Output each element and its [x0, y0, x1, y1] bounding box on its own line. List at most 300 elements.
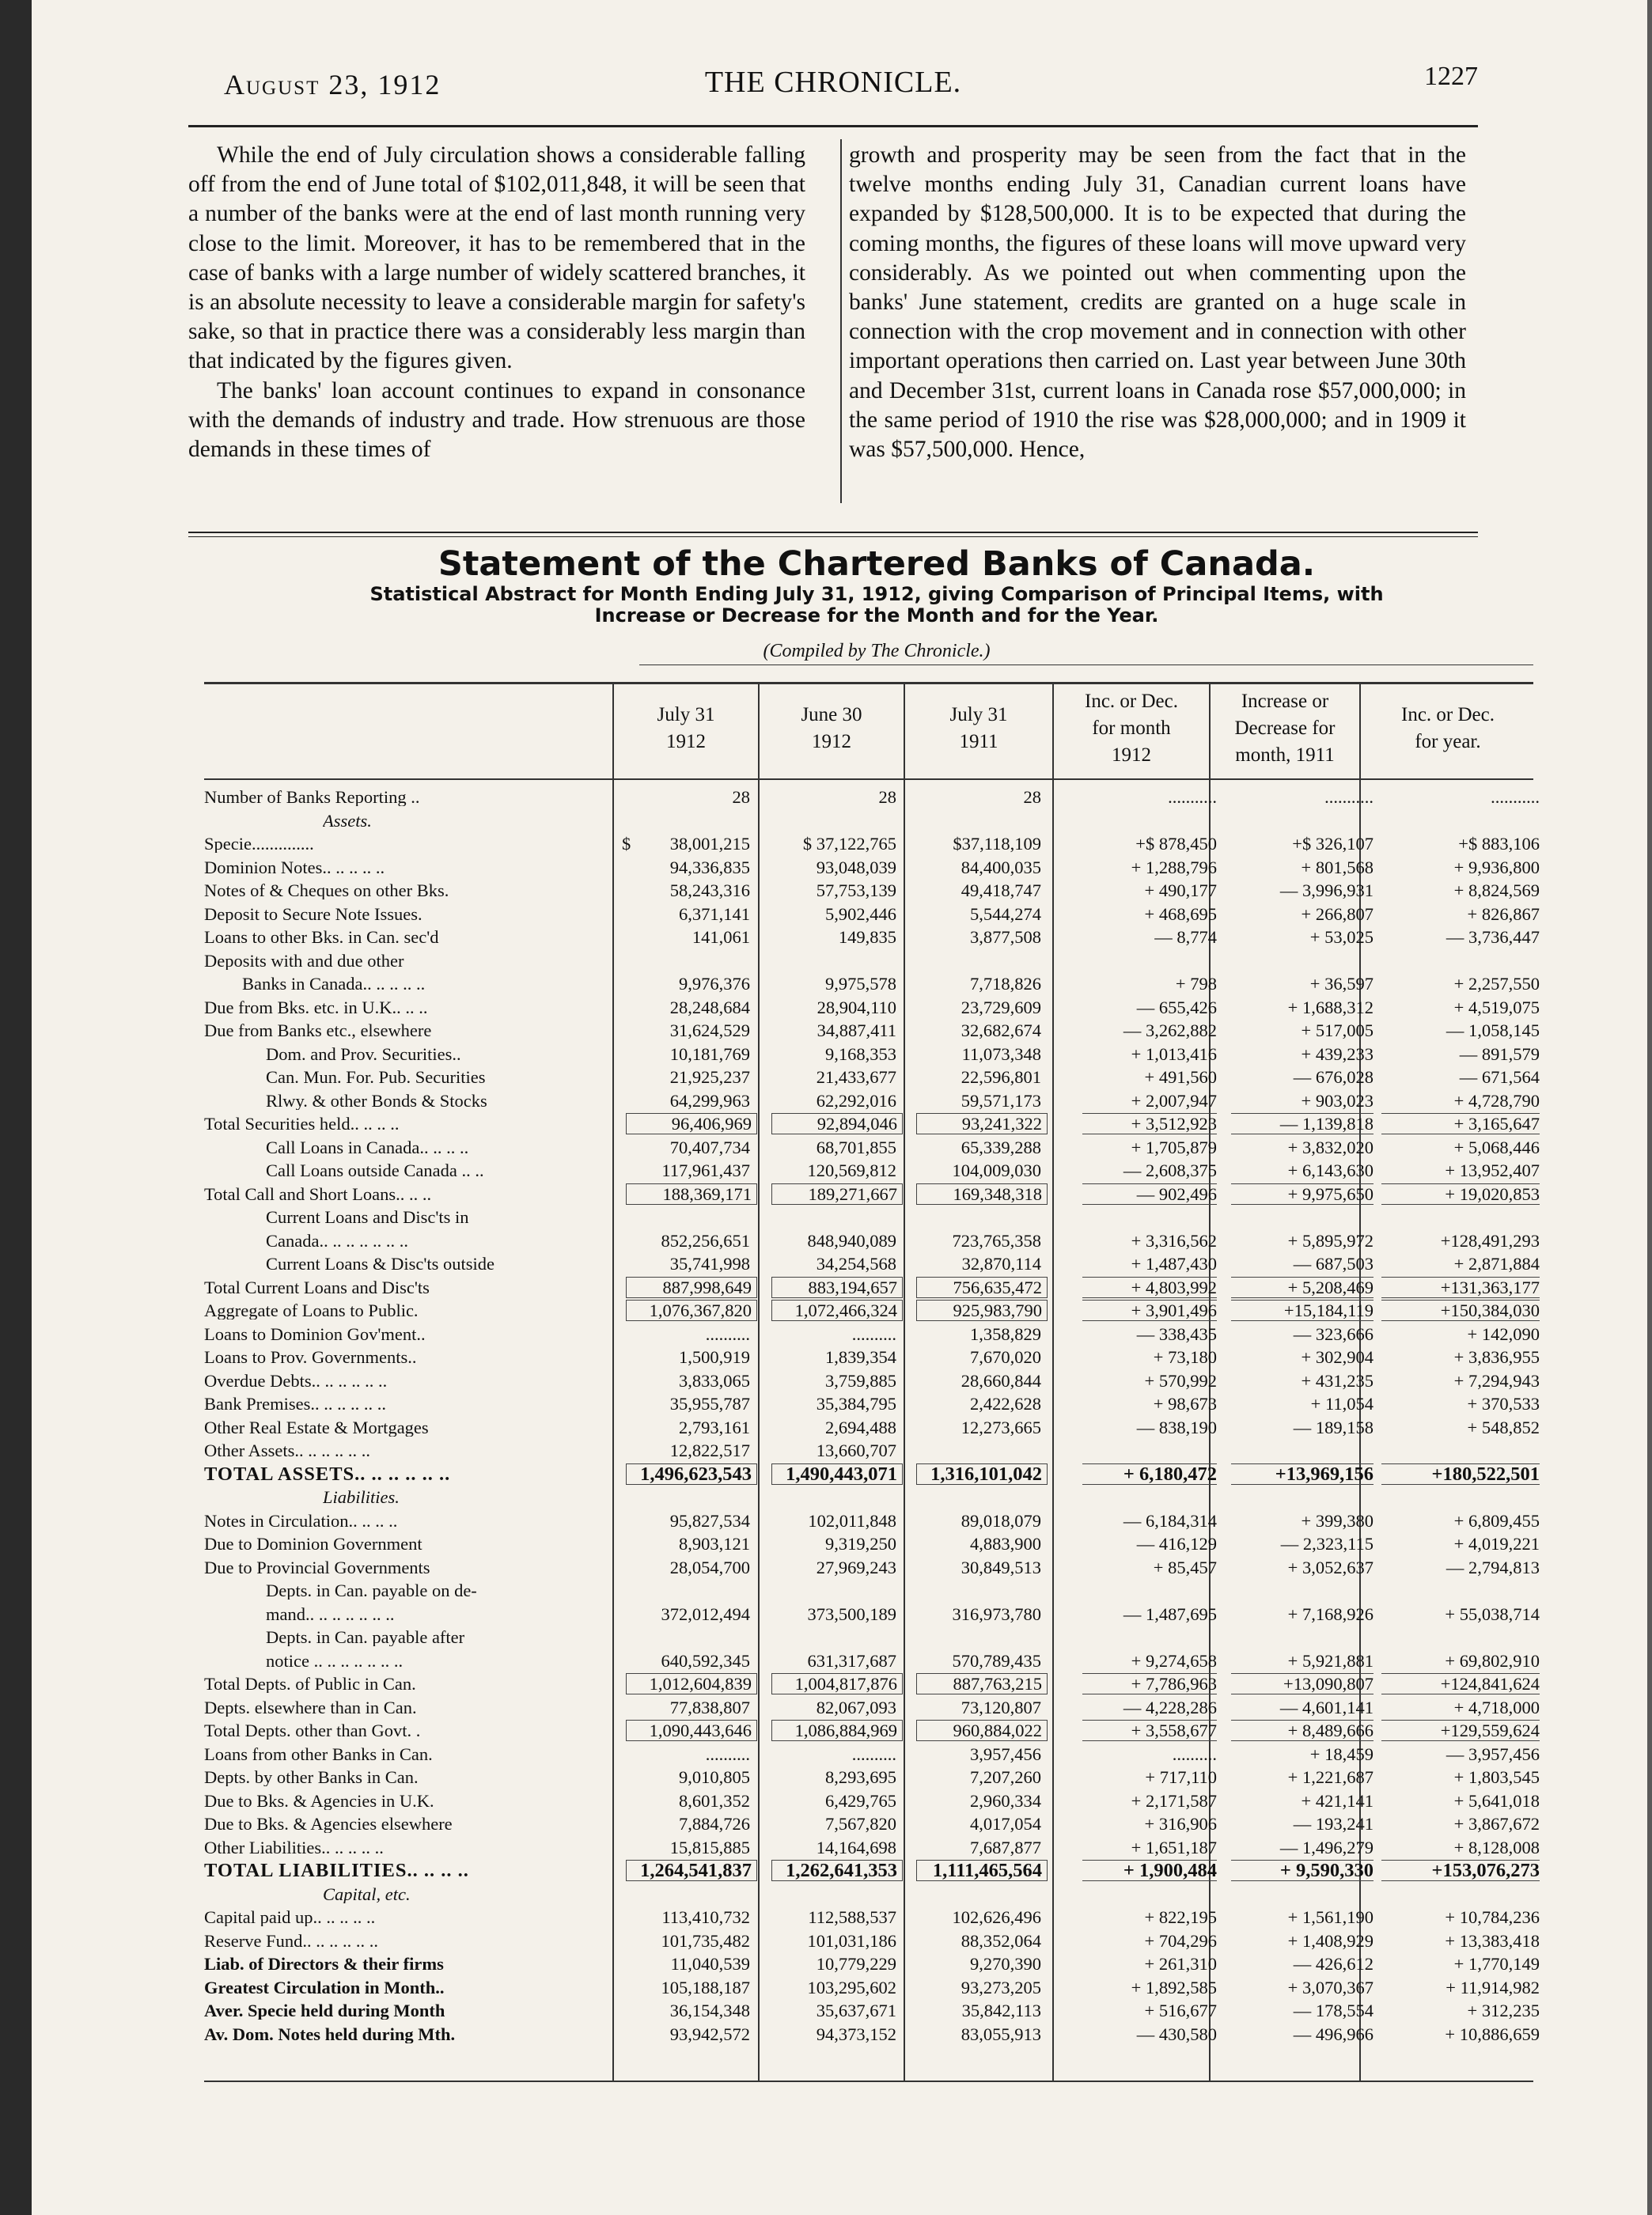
table-row [38, 1535, 1644, 1553]
table-row [38, 1815, 1644, 1833]
cell-value: — 2,794,813 [1446, 1558, 1540, 1577]
row-label: Aggregate of Loans to Public. [204, 1301, 419, 1320]
cell-value: + 1,487,430 [1131, 1254, 1217, 1274]
table-row [38, 1675, 1644, 1693]
cell-value: + 4,803,992 [1082, 1277, 1217, 1298]
cell-value: + 1,688,312 [1287, 998, 1374, 1017]
cell-value: 2,793,161 [679, 1418, 750, 1437]
cell-value: 27,969,243 [816, 1558, 896, 1577]
row-label: Dominion Notes.. .. .. .. .. [204, 858, 385, 877]
cell-value: 11,040,539 [670, 1954, 750, 1974]
table-row [38, 1278, 1644, 1297]
cell-value: 35,384,795 [816, 1394, 896, 1414]
cell-value: 4,883,900 [970, 1534, 1041, 1554]
cell-value: — 2,608,375 [1123, 1161, 1217, 1180]
cell-value: + 3,316,562 [1131, 1231, 1217, 1251]
cell-value: 848,940,089 [807, 1231, 896, 1251]
cell-value: 32,870,114 [961, 1254, 1041, 1274]
cell-value: 1,004,817,876 [771, 1673, 903, 1694]
row-label: Other Assets.. .. .. .. .. .. [204, 1441, 370, 1460]
cell-value: + 4,519,075 [1453, 998, 1540, 1017]
table-row [38, 1721, 1644, 1740]
cell-value: + 801,568 [1301, 858, 1374, 877]
cell-value: 7,884,726 [679, 1814, 750, 1834]
cell-value: 70,407,734 [669, 1138, 750, 1157]
cell-value: 3,877,508 [970, 927, 1041, 947]
cell-value: — 3,957,456 [1446, 1744, 1540, 1764]
table-row [38, 1512, 1644, 1530]
cell-value: — 6,184,314 [1123, 1511, 1217, 1531]
cell-value: + 7,294,943 [1453, 1371, 1540, 1391]
cell-value: — 416,129 [1136, 1534, 1217, 1554]
cell-value: 1,490,443,071 [771, 1463, 903, 1485]
cell-value: 7,567,820 [825, 1814, 896, 1834]
cell-value: 22,596,801 [961, 1067, 1041, 1087]
table-row [38, 1255, 1644, 1273]
cell-value: 15,815,885 [669, 1838, 750, 1857]
cell-value: 7,670,020 [970, 1347, 1041, 1367]
column-divider [840, 139, 842, 503]
cell-value: 13,660,707 [816, 1441, 896, 1460]
cell-value: 57,753,139 [816, 880, 896, 900]
header-rule [188, 125, 1478, 127]
row-label: Capital paid up.. .. .. .. .. [204, 1908, 376, 1926]
cell-value: 93,048,039 [816, 858, 896, 877]
cell-value: + 431,235 [1301, 1371, 1374, 1391]
cell-value: 1,496,623,543 [626, 1463, 757, 1485]
cell-value: 723,765,358 [952, 1231, 1041, 1251]
cell-value: + 13,383,418 [1445, 1931, 1540, 1951]
cell-value: 101,031,186 [807, 1931, 896, 1951]
cell-value: +13,090,807 [1231, 1673, 1374, 1694]
row-label: Due to Dominion Government [204, 1535, 422, 1553]
cell-value: 31,624,529 [669, 1020, 750, 1040]
table-row [38, 1348, 1644, 1366]
row-label: Notes of & Cheques on other Bks. [204, 881, 449, 899]
row-label: Total Securities held.. .. .. .. [204, 1115, 400, 1133]
cell-value: + 548,852 [1467, 1418, 1540, 1437]
cell-value: +131,363,177 [1381, 1277, 1540, 1298]
cell-value: + 1,288,796 [1131, 858, 1217, 877]
column-header-line: 1912 [1112, 744, 1151, 766]
cell-value: + 10,784,236 [1445, 1907, 1540, 1927]
cell-value: — 3,996,931 [1279, 880, 1374, 900]
cell-value: — 1,496,279 [1279, 1838, 1374, 1857]
cell-value: 64,299,963 [669, 1091, 750, 1111]
table-row [38, 1861, 1644, 1880]
cell-value: 35,741,998 [669, 1254, 750, 1274]
cell-value: 852,256,651 [661, 1231, 750, 1251]
cell-value: 8,601,352 [679, 1791, 750, 1811]
article-column-left [188, 141, 805, 464]
cell-value: + 36,597 [1309, 974, 1374, 994]
cell-value: + 4,019,221 [1453, 1534, 1540, 1554]
cell-value: + 11,054 [1310, 1394, 1374, 1414]
table-row [38, 1768, 1644, 1786]
cell-value: 9,168,353 [825, 1044, 896, 1064]
cell-value: + 1,651,187 [1131, 1838, 1217, 1857]
statement-subtitle-line: Statistical Abstract for Month Ending July 31, 1912, giving Comparison of Principal Items, with [369, 583, 1384, 605]
cell-value: 9,270,390 [970, 1954, 1041, 1974]
row-label: Due from Bks. etc. in U.K.. .. .. [204, 998, 428, 1017]
cell-value: 1,839,354 [825, 1347, 896, 1367]
column-header-change-year [1361, 685, 1535, 772]
row-label: Av. Dom. Notes held during Mth. [204, 2025, 456, 2043]
row-label: Current Loans & Disc'ts outside [266, 1255, 495, 1273]
column-header-line: June 30 [801, 704, 862, 725]
table-row [38, 1395, 1644, 1413]
cell-value: +$ 878,450 [1135, 834, 1217, 854]
row-label: Depts. in Can. payable after [266, 1628, 465, 1646]
cell-value: + 517,005 [1301, 1020, 1374, 1040]
table-row [38, 1838, 1644, 1857]
cell-value: + 302,904 [1301, 1347, 1374, 1367]
cell-value: 9,975,578 [825, 974, 896, 994]
cell-value: + 1,803,545 [1453, 1767, 1540, 1787]
cell-value: + 312,235 [1467, 2001, 1540, 2020]
cell-value: 102,011,848 [808, 1511, 896, 1531]
cell-value: +124,841,624 [1381, 1673, 1540, 1694]
row-label: Due from Banks etc., elsewhere [204, 1021, 432, 1039]
cell-value: 82,067,093 [816, 1698, 896, 1717]
cell-value: 112,588,537 [808, 1907, 896, 1927]
column-header-june-1912 [760, 685, 904, 772]
table-row [38, 1418, 1644, 1437]
cell-value: — 193,241 [1293, 1814, 1374, 1834]
table-row [38, 1325, 1644, 1343]
cell-value: 1,086,884,969 [771, 1720, 903, 1741]
cell-value: 373,500,189 [807, 1604, 896, 1624]
cell-value: 65,339,288 [961, 1138, 1041, 1157]
cell-value: 756,635,472 [916, 1277, 1048, 1298]
cell-value: 94,373,152 [816, 2024, 896, 2044]
cell-value: + 266,807 [1301, 904, 1374, 924]
cell-value: 9,976,376 [679, 974, 750, 994]
cell-value: + 3,165,647 [1381, 1113, 1540, 1134]
cell-value: — 178,554 [1293, 2001, 1374, 2020]
cell-value: — 676,028 [1293, 1067, 1374, 1087]
column-header-line: 1911 [959, 731, 998, 752]
cell-value: .......... [1172, 1744, 1217, 1764]
cell-value: + 399,380 [1301, 1511, 1374, 1531]
row-label: Loans to Dominion Gov'ment.. [204, 1325, 426, 1343]
cell-value: — 8,774 [1154, 927, 1217, 947]
cell-value: 1,264,541,837 [626, 1860, 757, 1881]
table-row [38, 1372, 1644, 1390]
cell-value: + 2,007,947 [1131, 1091, 1217, 1111]
table-bottom-rule [204, 2081, 1533, 2082]
cell-value: + 73,180 [1153, 1347, 1217, 1367]
cell-value: 1,012,604,839 [626, 1673, 757, 1694]
cell-value: 28,054,700 [669, 1558, 750, 1577]
cell-value: 95,827,534 [669, 1511, 750, 1531]
cell-value: 3,957,456 [970, 1744, 1041, 1764]
column-header-change-month-1912 [1054, 685, 1209, 772]
cell-value: 117,961,437 [661, 1161, 750, 1180]
table-row [38, 1745, 1644, 1763]
row-label: Total Call and Short Loans.. .. .. [204, 1185, 432, 1203]
cell-value: 169,348,318 [916, 1183, 1048, 1205]
table-row [38, 1605, 1644, 1623]
cell-value: 73,120,807 [961, 1698, 1041, 1717]
row-label: notice .. .. .. .. .. .. .. [266, 1652, 404, 1670]
row-label: Loans to other Bks. in Can. sec'd [204, 928, 439, 946]
cell-value: + 516,677 [1144, 2001, 1217, 2020]
article-paragraph: While the end of July circulation shows a considerable falling off from the end of June total of $102,011,848, it will be seen that a number of the banks were at the end of last month running very close to the limit. Moreover, it has to be remembered that in the case of banks with a large number of widely scattered branches, it is an absolute necessity to leave a considerable margin for safety's sake, so that in practice there was a considerably less margin than that indicated by the figures given. [188, 142, 805, 374]
cell-value: + 1,705,879 [1131, 1138, 1217, 1157]
cell-value: 34,254,568 [816, 1254, 896, 1274]
cell-value: 1,072,466,324 [771, 1300, 903, 1321]
cell-value: 62,292,016 [816, 1091, 896, 1111]
row-label: Depts. elsewhere than in Can. [204, 1698, 417, 1717]
cell-value: 3,759,885 [825, 1371, 896, 1391]
cell-value: .......... [705, 1324, 750, 1344]
cell-value: 189,271,667 [771, 1183, 903, 1205]
cell-value: + 2,257,550 [1453, 974, 1540, 994]
row-label: Call Loans outside Canada .. .. [266, 1161, 484, 1179]
row-label: Bank Premises.. .. .. .. .. .. [204, 1395, 386, 1413]
cell-value: + 7,168,926 [1287, 1604, 1374, 1624]
table-row [38, 1021, 1644, 1039]
cell-value: — 655,426 [1136, 998, 1217, 1017]
cell-value: +$ 326,107 [1292, 834, 1374, 854]
cell-value: — 323,666 [1293, 1324, 1374, 1344]
cell-value: 631,317,687 [807, 1651, 896, 1671]
row-label: Loans from other Banks in Can. [204, 1745, 433, 1763]
table-row [38, 975, 1644, 993]
table-row [38, 928, 1644, 946]
cell-value: 28 [732, 787, 750, 807]
cell-value: — 2,323,115 [1280, 1534, 1374, 1554]
table-row [38, 788, 1644, 806]
cell-value: + 7,786,963 [1082, 1673, 1217, 1694]
cell-value: 887,763,215 [916, 1673, 1048, 1694]
table-row [38, 1908, 1644, 1926]
row-label: TOTAL ASSETS.. .. .. .. .. .. [204, 1465, 451, 1483]
cell-value: 35,955,787 [669, 1394, 750, 1414]
row-label: Due to Bks. & Agencies elsewhere [204, 1815, 453, 1833]
cell-value: 1,500,919 [679, 1347, 750, 1367]
cell-value: 4,017,054 [970, 1814, 1041, 1834]
table-row [38, 835, 1644, 853]
row-label: Canada.. .. .. .. .. .. .. [266, 1232, 408, 1250]
publication-title: THE CHRONICLE. [704, 66, 962, 99]
cell-value: + 5,895,972 [1287, 1231, 1374, 1251]
cell-value: — 687,503 [1293, 1254, 1374, 1274]
cell-value: + 3,070,367 [1287, 1978, 1374, 1997]
cell-value: 36,154,348 [669, 2001, 750, 2020]
cell-value: 1,076,367,820 [626, 1300, 757, 1321]
column-header-line: 1912 [812, 731, 851, 752]
cell-value: — 189,158 [1293, 1418, 1374, 1437]
cell-value: + 570,992 [1144, 1371, 1217, 1391]
table-row [38, 1161, 1644, 1179]
cell-value: — 891,579 [1459, 1044, 1540, 1064]
cell-value: .......... [705, 1744, 750, 1764]
cell-value: 9,010,805 [679, 1767, 750, 1787]
cell-value: + 9,274,658 [1131, 1651, 1217, 1671]
row-label: Depts. by other Banks in Can. [204, 1768, 419, 1786]
table-row [38, 1465, 1644, 1483]
cell-value: 149,835 [838, 927, 896, 947]
table-row [38, 881, 1644, 899]
cell-value: + 8,128,008 [1453, 1838, 1540, 1857]
table-row [38, 1208, 1644, 1226]
statement-title: Statement of the Chartered Banks of Canada. [438, 544, 1316, 584]
cell-value: + 6,809,455 [1453, 1511, 1540, 1531]
cell-value: 640,592,345 [661, 1651, 750, 1671]
issue-date: August 23, 1912 [224, 69, 441, 100]
row-label: Liab. of Directors & their firms [204, 1955, 444, 1973]
cell-value: + 9,975,650 [1231, 1183, 1374, 1205]
column-header-line: July 31 [949, 704, 1008, 725]
row-label: Dom. and Prov. Securities.. [266, 1045, 461, 1063]
cell-value: 30,849,513 [961, 1558, 1041, 1577]
cell-value: 8,903,121 [679, 1534, 750, 1554]
cell-value: 21,433,677 [816, 1067, 896, 1087]
cell-value: 12,822,517 [669, 1441, 750, 1460]
row-label: Aver. Specie held during Month [204, 2001, 445, 2020]
cell-value: + 421,141 [1301, 1791, 1374, 1811]
column-header-line: Decrease for [1234, 718, 1336, 739]
table-row [38, 812, 1644, 830]
cell-value: 93,273,205 [961, 1978, 1041, 1997]
cell-value: + 5,068,446 [1453, 1138, 1540, 1157]
row-label: Greatest Circulation in Month.. [204, 1978, 445, 1997]
column-header-change-month-1911 [1211, 685, 1359, 772]
cell-value: + 3,901,496 [1082, 1300, 1217, 1321]
cell-value: 93,241,322 [916, 1113, 1048, 1134]
table-row [38, 1628, 1644, 1646]
cell-value: 105,188,187 [661, 1978, 750, 1997]
cell-value: 1,358,829 [970, 1324, 1041, 1344]
table-row [38, 1652, 1644, 1670]
cell-value: + 3,052,637 [1287, 1558, 1374, 1577]
table-row [38, 1068, 1644, 1086]
cell-value: + 704,296 [1144, 1931, 1217, 1951]
table-row [38, 1558, 1644, 1577]
cell-value: + 1,561,190 [1287, 1907, 1374, 1927]
cell-value: 7,718,826 [970, 974, 1041, 994]
cell-value: 883,194,657 [771, 1277, 903, 1298]
column-header-july-1911 [905, 685, 1052, 772]
row-label: Banks in Canada.. .. .. .. .. [242, 975, 426, 993]
cell-value: .......... [851, 1744, 896, 1764]
row-label: Current Loans and Disc'ts in [266, 1208, 469, 1226]
row-label: Liabilities. [323, 1488, 400, 1506]
table-row [38, 1978, 1644, 1997]
cell-value: 103,295,602 [807, 1978, 896, 1997]
column-header-line: for year. [1415, 731, 1481, 752]
cell-value: 7,207,260 [970, 1767, 1041, 1787]
article-paragraph: The banks' loan account continues to expand in consonance with the demands of industry and trade. How strenuous are those demands in these times of [188, 377, 805, 463]
cell-value: 6,429,765 [825, 1791, 896, 1811]
cell-value: 960,884,022 [916, 1720, 1048, 1741]
column-header-line: for month [1092, 718, 1171, 739]
cell-value: 141,061 [691, 927, 750, 947]
cell-value: + 1,221,687 [1287, 1767, 1374, 1787]
cell-value: 3,833,065 [679, 1371, 750, 1391]
table-row [38, 1932, 1644, 1950]
cell-value: 10,181,769 [669, 1044, 750, 1064]
cell-value: 316,973,780 [952, 1604, 1041, 1624]
cell-value: 28 [878, 787, 896, 807]
cell-value: — 338,435 [1136, 1324, 1217, 1344]
cell-value: + 5,208,469 [1231, 1277, 1374, 1298]
cell-value: 34,887,411 [817, 1020, 896, 1040]
scan-right-edge [1647, 0, 1652, 2215]
cell-value: 1,090,443,646 [626, 1720, 757, 1741]
cell-value: + 1,408,929 [1287, 1931, 1374, 1951]
column-header-line: Inc. or Dec. [1085, 691, 1178, 712]
table-row [38, 2001, 1644, 2020]
cell-value: 35,842,113 [961, 2001, 1041, 2020]
cell-value: 28,660,844 [961, 1371, 1041, 1391]
table-row [38, 1488, 1644, 1506]
row-label: Total Depts. other than Govt. . [204, 1721, 421, 1740]
cell-value: + 468,695 [1144, 904, 1217, 924]
cell-value: — 496,966 [1293, 2024, 1374, 2044]
cell-value: $37,118,109 [953, 834, 1041, 854]
cell-value: + 2,871,884 [1453, 1254, 1540, 1274]
cell-value: — 671,564 [1459, 1067, 1540, 1087]
cell-value: 188,369,171 [626, 1183, 757, 1205]
cell-value: + 13,952,407 [1445, 1161, 1540, 1180]
cell-value: 1,111,465,564 [916, 1860, 1048, 1881]
cell-value: + 3,512,923 [1082, 1113, 1217, 1134]
table-row [38, 2025, 1644, 2043]
cell-value: 21,925,237 [669, 1067, 750, 1087]
article-column-right [849, 141, 1466, 464]
cell-value: .......... [851, 1324, 896, 1344]
article-paragraph: growth and prosperity may be seen from the fact that in the twelve months ending July 31, Canadian current loans have expanded by $128,500,000. It is to be expected that during the coming months, the figures of these loans will move upward very considerably. As we pointed out when commenting upon the banks' June statement, credits are granted on a huge scale in connection with the crop movement and in connection with other important operations then carried on. Last year between June 30th and December 31st, current loans in Canada rose $57,000,000; in the same period of 1910 the rise was $28,000,000; and in 1909 it was $57,500,000. Hence, [849, 142, 1466, 463]
cell-value: +$ 883,106 [1458, 834, 1540, 854]
row-label: Rlwy. & other Bonds & Stocks [266, 1092, 487, 1110]
cell-value: 58,243,316 [669, 880, 750, 900]
table-row [38, 1792, 1644, 1810]
cell-value: 49,418,747 [961, 880, 1041, 900]
cell-value: ........... [1168, 787, 1217, 807]
scan-left-edge [0, 0, 32, 2215]
cell-value: — 4,228,286 [1123, 1698, 1217, 1717]
cell-value: + 1,900,484 [1082, 1860, 1217, 1881]
cell-value: 372,012,494 [661, 1604, 750, 1624]
cell-value: + 8,489,666 [1231, 1720, 1374, 1741]
statement-subtitle [180, 584, 1573, 627]
cell-value: + 2,171,587 [1131, 1791, 1217, 1811]
cell-value: — 1,487,695 [1123, 1604, 1217, 1624]
cell-value: +180,522,501 [1381, 1463, 1540, 1485]
cell-value: + 4,728,790 [1453, 1091, 1540, 1111]
table-row [38, 1885, 1644, 1903]
row-label: Notes in Circulation.. .. .. .. [204, 1512, 398, 1530]
table-row [38, 905, 1644, 923]
cell-value: — 838,190 [1136, 1418, 1217, 1437]
cell-value: $ 37,122,765 [802, 834, 896, 854]
row-label: Other Real Estate & Mortgages [204, 1418, 429, 1437]
row-label: Assets. [323, 812, 372, 830]
cell-value: + 490,177 [1144, 880, 1217, 900]
table-header-rule [204, 682, 1533, 684]
table-row [38, 1698, 1644, 1717]
row-label: Loans to Prov. Governments.. [204, 1348, 417, 1366]
cell-value: 120,569,812 [807, 1161, 896, 1180]
cell-value: 92,894,046 [771, 1113, 903, 1134]
newspaper-page [38, 0, 1644, 2215]
cell-value: +128,491,293 [1440, 1231, 1540, 1251]
cell-value: 6,371,141 [679, 904, 750, 924]
cell-value: + 261,310 [1144, 1954, 1217, 1974]
